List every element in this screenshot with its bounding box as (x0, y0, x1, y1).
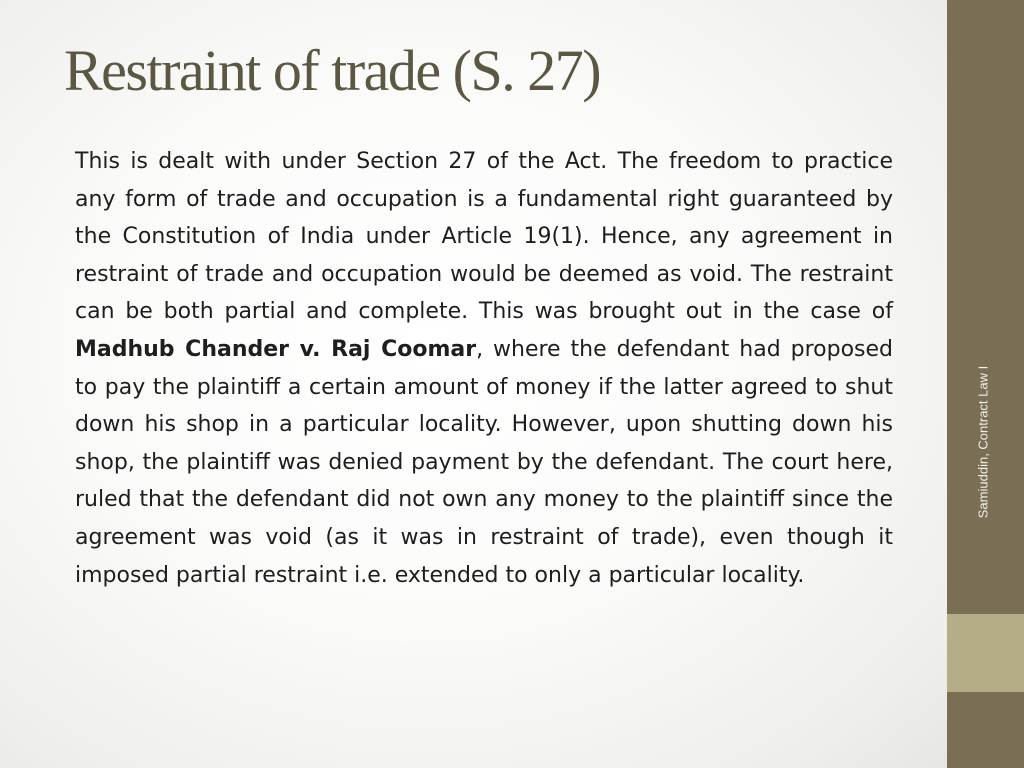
body-paragraph (75, 143, 893, 594)
case-name: Madhub Chander v. Raj Coomar (75, 336, 477, 362)
paragraph-rest: , where the defendant had proposed to pay the plaintiff a certain amount of money if the latter agreed to shut down his shop in a particular locality. However, upon shutting down his shop, the plaintiff was denied payment by the defendant. The court here, ruled that the defendant did not own any money to the plaintiff since the agreement was void (as it was in restraint of trade), even though it imposed partial restraint i.e. extended to only a particular locality. (75, 336, 893, 588)
footer-author-course: Samiuddin, Contract Law I (975, 365, 991, 519)
sidebar-accent-block (947, 614, 1024, 692)
slide-title: Restraint of trade (S. 27) (64, 38, 601, 103)
paragraph-intro: This is dealt with under Section 27 of the Act. The freedom to practice any form of trade and occupation is a fundamental right guaranteed by the Constitution of India under Article 19(1). Hence, any agreement in restraint of trade and occupation would be deemed as void. The restraint can be both partial and complete. This was brought out in the case of (75, 149, 893, 325)
